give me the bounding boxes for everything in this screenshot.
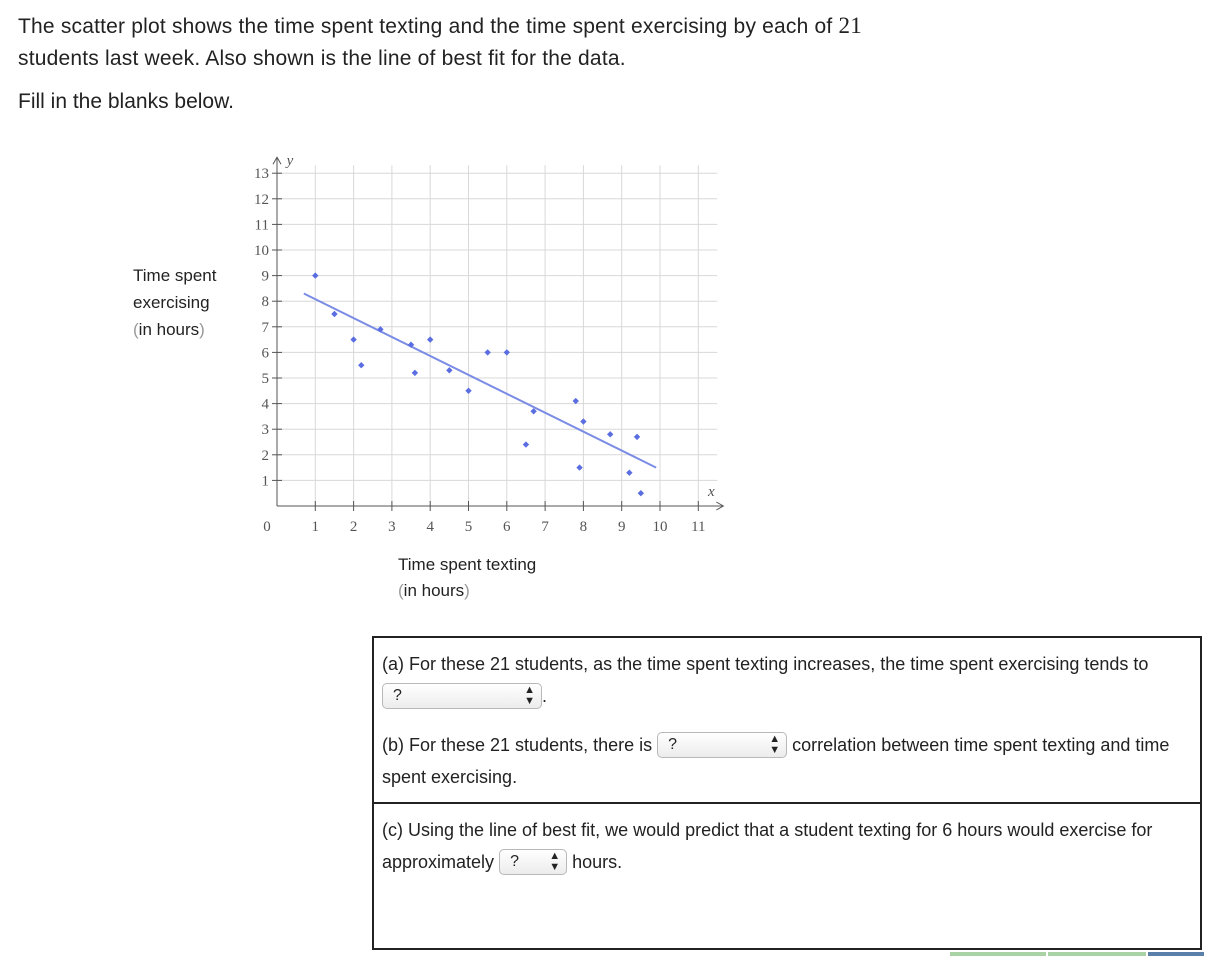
y-tick-label: 2 xyxy=(261,447,269,464)
question-c xyxy=(382,814,1182,878)
answer-box xyxy=(372,636,1202,950)
data-point xyxy=(576,464,582,470)
y-tick-label: 13 xyxy=(254,166,269,183)
origin-label: 0 xyxy=(263,519,271,535)
select-arrows-icon: ▲ ▼ xyxy=(524,683,535,707)
x-axis-symbol: x xyxy=(707,484,715,500)
y-tick-label: 11 xyxy=(254,217,269,234)
x-tick-label: 7 xyxy=(541,519,549,535)
y-tick-label: 4 xyxy=(261,396,269,413)
best-fit-line xyxy=(304,294,656,468)
data-point xyxy=(412,370,418,376)
question-a-text: (a) For these 21 students, as the time spent texting increases, the time spent exercising tends to xyxy=(382,654,1149,674)
intro-line2: students last week. Also shown is the line of best fit for the data. xyxy=(18,47,626,70)
x-tick-label: 1 xyxy=(311,519,320,535)
data-point xyxy=(427,336,433,342)
footer-strip xyxy=(1048,952,1146,956)
y-tick-label: 7 xyxy=(261,319,269,336)
y-tick-label: 6 xyxy=(261,345,269,362)
y-tick-label: 3 xyxy=(261,422,269,439)
y-axis-symbol: y xyxy=(286,153,294,170)
fill-in-instruction: Fill in the blanks below. xyxy=(18,90,234,113)
question-a: (a) For these 21 students, as the time spent texting increases, the time spent exercising tends to ? ▲ ▼ . xyxy=(382,654,1149,707)
x-tick-label: 2 xyxy=(349,519,358,535)
data-point xyxy=(465,388,471,394)
data-point xyxy=(331,311,337,317)
data-point xyxy=(580,418,586,424)
trend-select[interactable]: ? ▲ ▼ xyxy=(382,683,542,709)
data-point xyxy=(638,490,644,496)
y-tick-label: 10 xyxy=(254,243,269,259)
correlation-select[interactable]: ? ▲ ▼ xyxy=(657,732,787,758)
data-point xyxy=(504,349,510,355)
x-tick-label: 5 xyxy=(464,519,473,535)
data-point xyxy=(484,349,490,355)
x-tick-label: 6 xyxy=(503,519,511,535)
intro-line1: The scatter plot shows the time spent texting and the time spent exercising by each of xyxy=(18,15,833,38)
data-point xyxy=(312,272,318,278)
student-count: 21 xyxy=(838,13,862,38)
y-axis-label: Time spent exercising (in hours) xyxy=(133,266,217,339)
question-b xyxy=(382,729,1182,793)
y-tick-label: 12 xyxy=(254,191,269,208)
question-b-prefix: (b) For these 21 students, there is xyxy=(382,735,653,755)
y-tick-label: 8 xyxy=(261,294,269,311)
data-point xyxy=(523,441,529,447)
x-tick-label: 8 xyxy=(579,519,588,535)
y-tick-label: 1 xyxy=(261,473,269,490)
divider xyxy=(374,802,1200,804)
data-point xyxy=(358,362,364,368)
hours-select[interactable]: ? ▲ ▼ xyxy=(499,849,567,875)
select-arrows-icon: ▲ ▼ xyxy=(769,732,781,756)
scatter-plot xyxy=(0,0,760,540)
data-point xyxy=(626,470,632,476)
data-point xyxy=(607,431,613,437)
x-tick-label: 10 xyxy=(652,519,668,535)
question-c-prefix: (c) Using the line of best fit, we would predict that a student texting for 6 hours would exercise for approximately xyxy=(382,820,1153,872)
x-tick-label: 9 xyxy=(617,519,626,535)
y-tick-label: 9 xyxy=(261,268,269,285)
y-tick-label: 5 xyxy=(261,371,269,387)
select-arrows-icon: ▲ ▼ xyxy=(549,849,561,873)
footer-strip xyxy=(950,952,1046,956)
question-b-suffix: correlation between time spent texting and time spent exercising. xyxy=(382,735,1170,787)
question-c-suffix: hours. xyxy=(572,852,623,872)
x-tick-label: 11 xyxy=(691,519,706,535)
data-point xyxy=(350,336,356,342)
x-tick-label: 3 xyxy=(388,519,396,535)
data-point xyxy=(634,434,640,440)
x-axis-label: Time spent texting (in hours) xyxy=(398,555,537,600)
x-tick-label: 4 xyxy=(426,519,434,535)
data-point xyxy=(446,367,452,373)
footer-strip xyxy=(1148,952,1204,956)
